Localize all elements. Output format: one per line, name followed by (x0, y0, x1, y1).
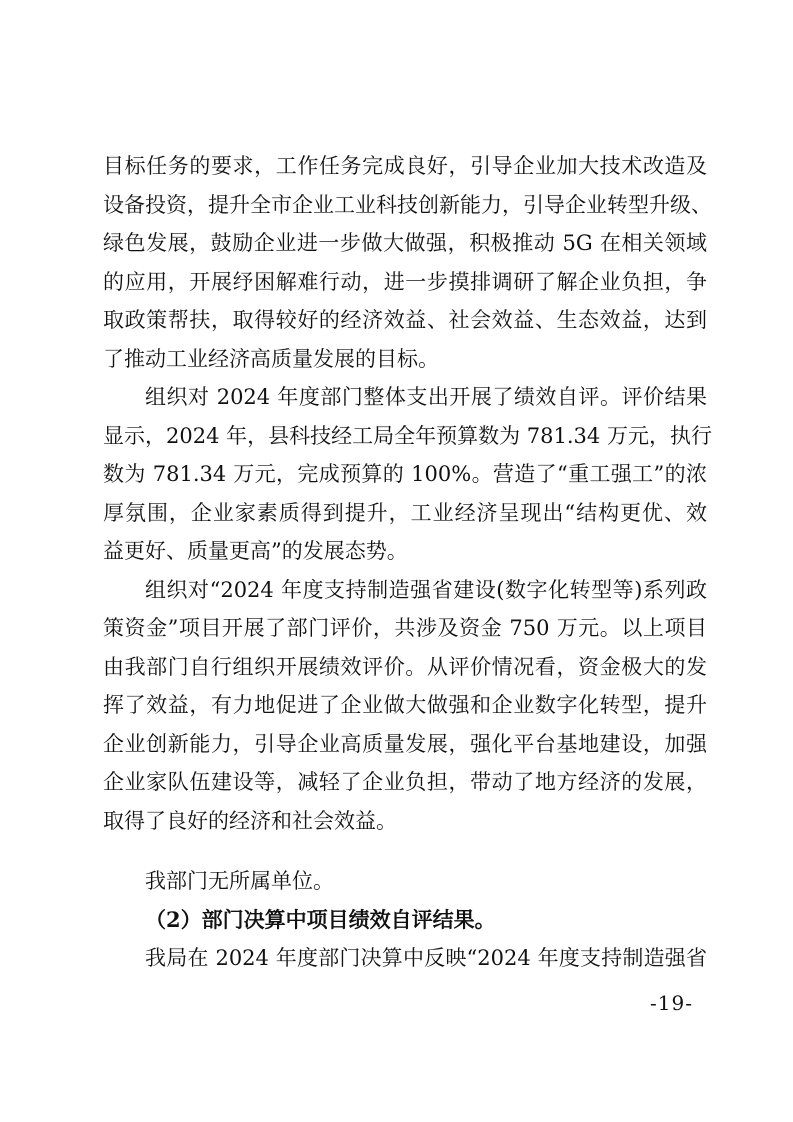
body-line: 策资金”项目开展了部门评价，共涉及资金 750 万元。以上项目 (103, 616, 707, 640)
body-line: 益更好、质量更高”的发展态势。 (103, 539, 408, 563)
body-line: 挥了效益，有力地促进了企业做大做强和企业数字化转型，提升 (103, 693, 707, 717)
body-line: 了推动工业经济高质量发展的目标。 (103, 346, 439, 371)
body-line: 我局在 2024 年度部门决算中反映“2024 年度支持制造强省 (145, 946, 707, 970)
body-line: 设备投资，提升全市企业工业科技创新能力，引导企业转型升级、 (103, 192, 712, 217)
body-line: 组织对“2024 年度支持制造强省建设(数字化转型等)系列政 (145, 577, 707, 602)
body-line: 组织对 2024 年度部门整体支出开展了绩效自评。评价结果 (145, 385, 707, 409)
body-line: 取政策帮扶，取得较好的经济效益、社会效益、生态效益，达到 (103, 308, 707, 332)
body-line: 厚氛围，企业家素质得到提升，工业经济呈现出“结构更优、效 (103, 500, 707, 525)
body-line: 我部门无所属单位。 (145, 869, 334, 893)
section-heading: （2）部门决算中项目绩效自评结果。 (145, 906, 496, 932)
body-line: 绿色发展，鼓励企业进一步做大做强，积极推动 5G 在相关领域 (103, 231, 707, 255)
blank-line (103, 840, 707, 862)
body-line: 数为 781.34 万元，完成预算的 100%。营造了“重工强工”的浓 (103, 462, 707, 486)
body-line: 取得了良好的经济和社会效益。 (103, 808, 397, 833)
body-line: 企业创新能力，引导企业高质量发展，强化平台基地建设，加强 (103, 731, 707, 756)
body-line: 显示，2024 年，县科技经工局全年预算数为 781.34 万元，执行 (103, 423, 712, 448)
document-body (103, 147, 712, 978)
body-line: 由我部门自行组织开展绩效评价。从评价情况看，资金极大的发 (103, 654, 707, 679)
page-number: -19- (650, 991, 693, 1015)
body-line: 企业家队伍建设等，减轻了企业负担，带动了地方经济的发展， (103, 770, 707, 794)
body-line: 目标任务的要求，工作任务完成良好，引导企业加大技术改造及 (103, 154, 707, 178)
body-line: 的应用，开展纾困解难行动，进一步摸排调研了解企业负担，争 (103, 269, 707, 294)
